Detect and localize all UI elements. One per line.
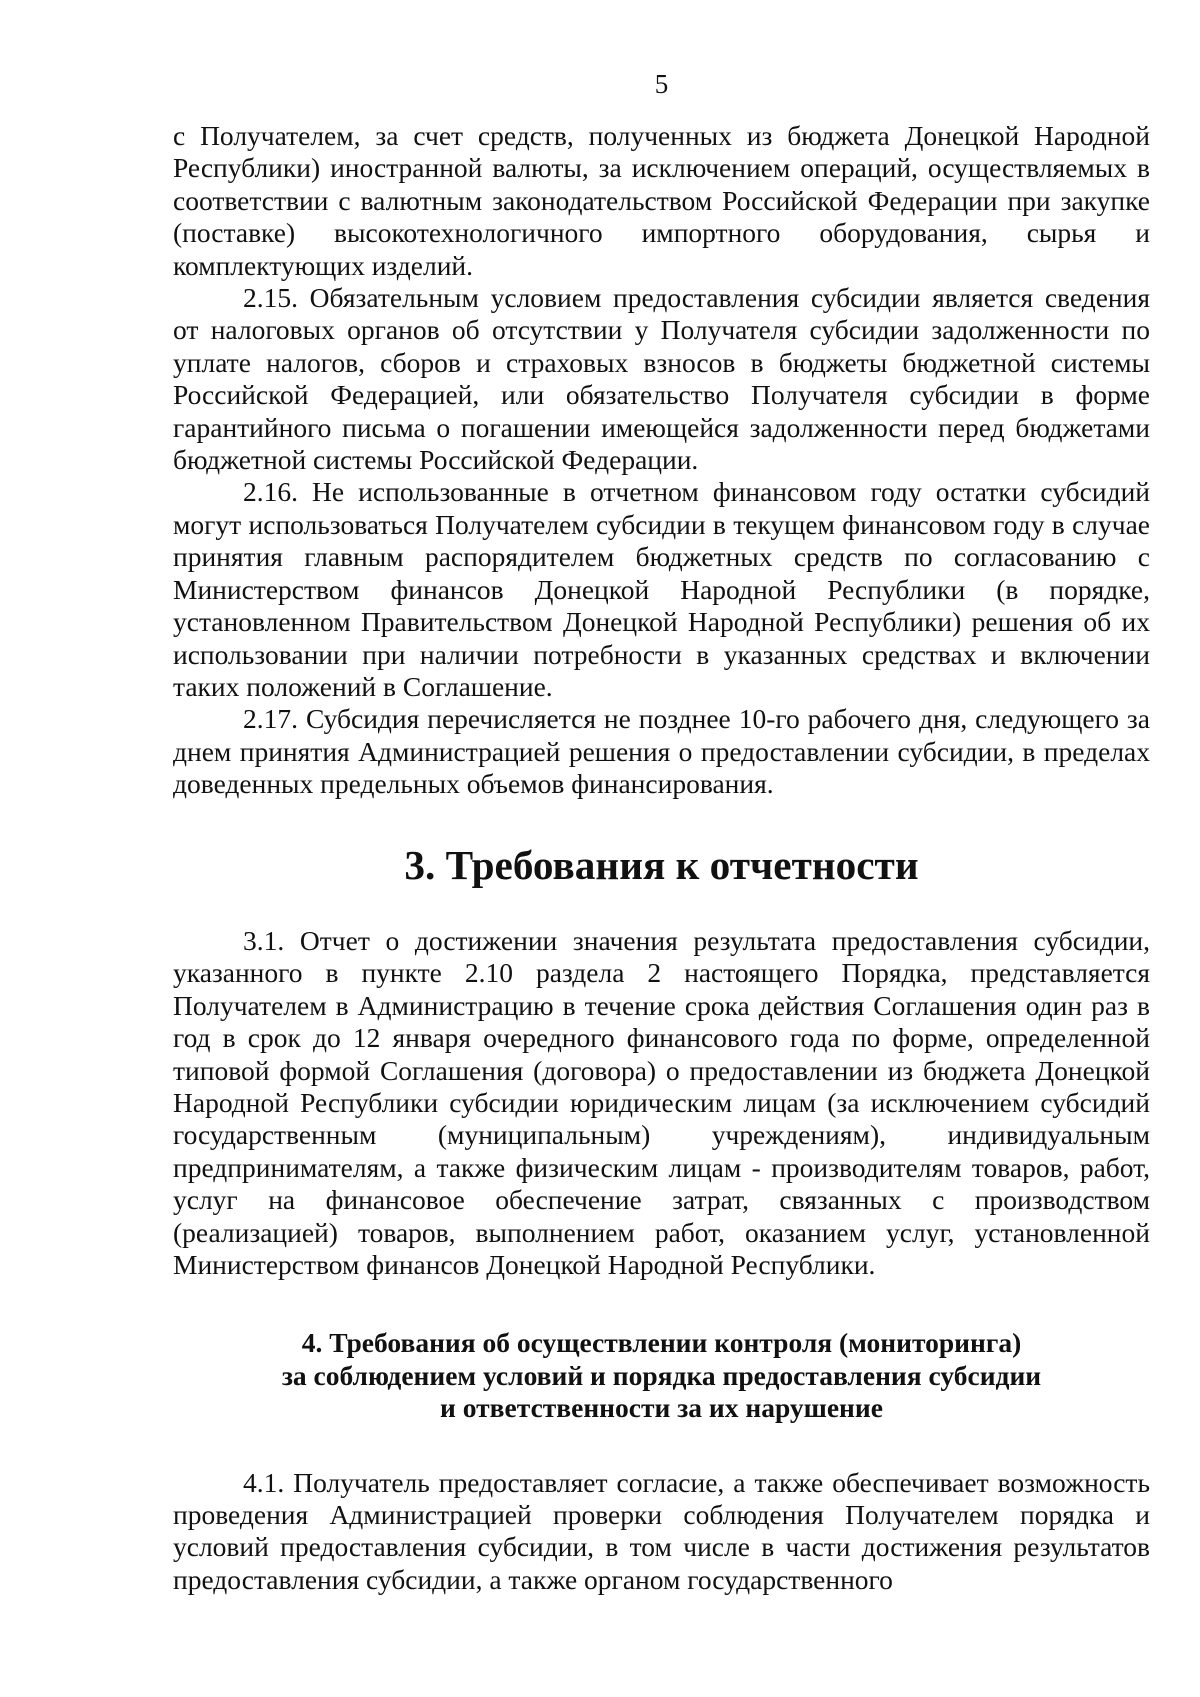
section-4-heading-line-2: за соблюдением условий и порядка предоставления субсидии xyxy=(281,1359,1042,1391)
paragraph-4-1: 4.1. Получатель предоставляет согласие, а также обеспечивает возможность проведения Администрацией проверки соблюдения Получателем порядка и условий предоставления субсидии, в том числе в части достижения результатов предоставления субсидии, а также органом государственного xyxy=(173,1466,1150,1595)
paragraph-2-17: 2.17. Субсидия перечисляется не позднее 10-го рабочего дня, следующего за днем принятия Администрацией решения о предоставлении субсидии, в пределах доведенных предельных объемов финансирования. xyxy=(173,703,1150,800)
document-body xyxy=(173,120,1150,1596)
paragraph-3-1: 3.1. Отчет о достижении значения результата предоставления субсидии, указанного в пункте 2.10 раздела 2 настоящего Порядка, представляется Получателем в Администрацию в течение срока действия Соглашения один раз в год в срок до 12 января очередного финансового года по форме, определенной типовой формой Соглашения (договора) о предоставлении из бюджета Донецкой Народной Республики субсидии юридическим лицам (за исключением субсидий государственным (муниципальным) учреждениям), индивидуальным предпринимателям, а также физическим лицам - производителям товаров, работ, услуг на финансовое обеспечение затрат, связанных с производством (реализацией) товаров, выполнением работ, оказанием услуг, установленной Министерством финансов Донецкой Народной Республики. xyxy=(173,924,1150,1280)
paragraph-2-15: 2.15. Обязательным условием предоставления субсидии является сведения от налоговых органов об отсутствии у Получателя субсидии задолженности по уплате налогов, сборов и страховых взносов в бюджеты бюджетной системы Российской Федерацией, или обязательство Получателя субсидии в форме гарантийного письма о погашении имеющейся задолженности перед бюджетами бюджетной системы Российской Федерации. xyxy=(173,282,1150,476)
paragraph-2-16: 2.16. Не использованные в отчетном финансовом году остатки субсидий могут использоваться Получателем субсидии в текущем финансовом году в случае принятия главным распорядителем бюджетных средств по согласованию с Министерством финансов Донецкой Народной Республики (в порядке, установленном Правительством Донецкой Народной Республики) решения об их использовании при наличии потребности в указанных средствах и включении таких положений в Соглашение. xyxy=(173,476,1150,702)
section-4-heading xyxy=(173,1327,1150,1424)
section-3-heading: 3. Требования к отчетности xyxy=(404,841,919,888)
section-4-heading-line-3: и ответственности за их нарушение xyxy=(440,1392,883,1424)
page-number: 5 xyxy=(654,69,669,99)
paragraph-continuation: с Получателем, за счет средств, полученных из бюджета Донецкой Народной Республики) иностранной валюты, за исключением операций, осуществляемых в соответствии с валютным законодательством Российской Федерации при закупке (поставке) высокотехнологичного импортного оборудования, сырья и комплектующих изделий. xyxy=(173,120,1150,281)
section-4-heading-line-1: 4. Требования об осуществлении контроля (мониторинга) xyxy=(301,1327,1022,1359)
